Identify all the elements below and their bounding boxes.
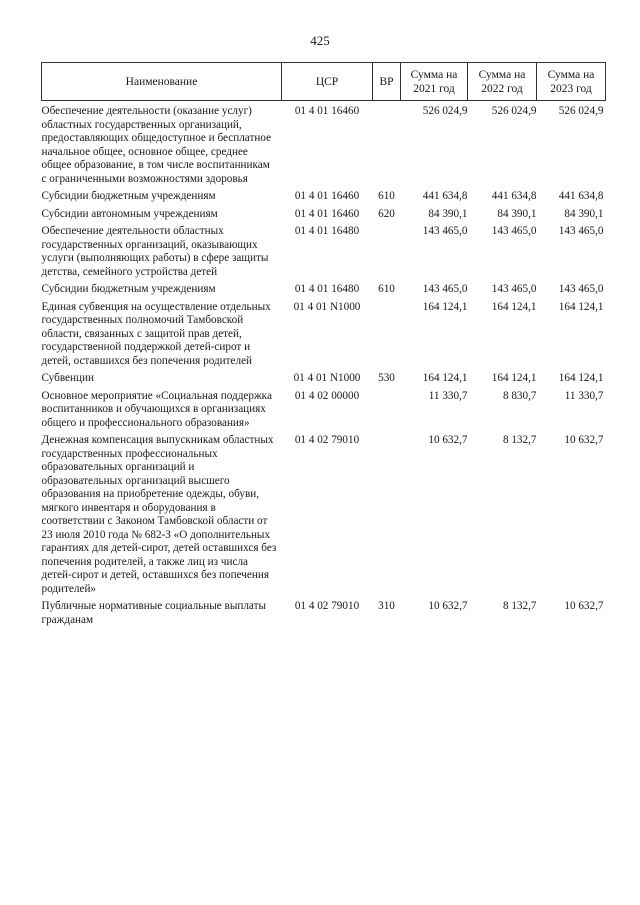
- table-row: [42, 301, 606, 373]
- row-vr: 310: [378, 600, 395, 612]
- table-row: [42, 390, 606, 435]
- row-vr: [373, 434, 401, 600]
- row-csr: 01 4 02 00000: [294, 389, 360, 402]
- row-vr: [373, 301, 401, 373]
- row-vr: [373, 225, 401, 283]
- row-name: Субсидии бюджетным учреждениям: [41, 283, 216, 295]
- row-sum-2022: 164 124,1: [491, 372, 537, 384]
- table-row: [42, 101, 606, 191]
- table-row: [42, 372, 606, 390]
- table-row: [42, 208, 606, 226]
- row-sum-2023: 164 124,1: [558, 372, 604, 384]
- row-vr: 610: [378, 283, 395, 295]
- row-sum-2021: 10 632,7: [428, 434, 468, 446]
- table-header: [42, 63, 606, 101]
- row-sum-2023: 143 465,0: [558, 283, 604, 295]
- row-sum-2021: 84 390,1: [428, 207, 468, 220]
- row-sum-2021: 10 632,7: [428, 600, 468, 612]
- row-sum-2023: 143 465,0: [558, 225, 604, 237]
- row-vr: 620: [378, 207, 395, 220]
- row-name: Единая субвенция на осуществление отдельных государственных полномочий Тамбовской области, связанных с защитой прав детей, государственной поддержкой детей-сирот и детей, оставшихся без попечения родителей: [41, 300, 271, 367]
- header-vr: ВР: [373, 63, 401, 101]
- row-sum-2023: 526 024,9: [558, 105, 604, 117]
- table-row: [42, 434, 606, 600]
- header-csr: ЦСР: [282, 63, 373, 101]
- row-name: Обеспечение деятельности областных государственных организаций, оказывающих услуги (выполняющих работы) в сфере защиты детства, семейного устройства детей: [41, 225, 269, 278]
- row-csr: 01 4 01 16460: [294, 190, 360, 202]
- row-sum-2022: 441 634,8: [491, 190, 537, 202]
- row-sum-2022: 526 024,9: [491, 105, 537, 117]
- row-sum-2023: 164 124,1: [558, 300, 604, 313]
- header-sum-2022: Сумма на 2022 год: [468, 63, 537, 101]
- row-vr: 530: [378, 372, 395, 384]
- row-sum-2021: 164 124,1: [422, 300, 468, 313]
- row-name: Субсидии автономным учреждениям: [41, 207, 218, 220]
- budget-table: [41, 62, 606, 631]
- row-csr: 01 4 02 79010: [294, 434, 360, 446]
- table-row: [42, 600, 606, 631]
- header-sum-2023: Сумма на 2023 год: [537, 63, 606, 101]
- row-sum-2022: 143 465,0: [491, 283, 537, 295]
- row-csr: 01 4 01 16480: [294, 283, 360, 295]
- row-sum-2023: 11 330,7: [564, 389, 604, 402]
- row-name: Субвенции: [41, 372, 94, 384]
- header-sum-2021: Сумма на 2021 год: [401, 63, 468, 101]
- table-row: [42, 190, 606, 208]
- row-sum-2021: 143 465,0: [422, 225, 468, 237]
- row-sum-2021: 143 465,0: [422, 283, 468, 295]
- table-row: [42, 225, 606, 283]
- row-sum-2021: 164 124,1: [422, 372, 468, 384]
- row-sum-2023: 10 632,7: [564, 434, 604, 446]
- row-vr: [373, 390, 401, 435]
- row-name: Обеспечение деятельности (оказание услуг) областных государственных организаций, предоставляющих общедоступное и бесплатное начальное общее, основное общее, среднее общее образование, в том числе воспитанникам с ограниченными возможностями здоровья: [41, 105, 272, 185]
- row-sum-2022: 164 124,1: [491, 300, 537, 313]
- row-name: Денежная компенсация выпускникам областных государственных профессиональных образовательных организаций и образовательных организаций высшего образования на приобретение одежды, обуви, мягкого инвентаря и оборудования в соответствии с Законом Тамбовской области от 23 июля 2010 года № 682-З «О дополнительных гарантиях для детей-сирот, детей оставшихся без попечения родителей, а также лиц из числа детей-сирот и детей, оставшихся без попечения родителей»: [41, 434, 277, 595]
- row-sum-2022: 84 390,1: [497, 207, 537, 220]
- row-vr: [373, 101, 401, 191]
- header-name: Наименование: [42, 63, 282, 101]
- row-name: Основное мероприятие «Социальная поддержка воспитанников и обучающихся в организациях общего и профессионального образования»: [41, 389, 272, 429]
- row-sum-2022: 8 830,7: [502, 389, 537, 402]
- row-csr: 01 4 01 16460: [294, 105, 360, 117]
- row-name: Субсидии бюджетным учреждениям: [41, 190, 216, 202]
- row-csr: 01 4 01 16460: [294, 207, 360, 220]
- row-csr: 01 4 01 N1000: [293, 300, 361, 313]
- row-sum-2023: 441 634,8: [558, 190, 604, 202]
- row-sum-2022: 143 465,0: [491, 225, 537, 237]
- page-number: 425: [310, 33, 330, 48]
- row-sum-2021: 441 634,8: [422, 190, 468, 202]
- row-vr: 610: [378, 190, 395, 202]
- row-sum-2021: 526 024,9: [422, 105, 468, 117]
- row-csr: 01 4 01 N1000: [293, 372, 361, 384]
- row-sum-2023: 84 390,1: [564, 207, 604, 220]
- budget-table-container: [41, 62, 605, 631]
- row-sum-2023: 10 632,7: [564, 600, 604, 612]
- row-csr: 01 4 02 79010: [294, 600, 360, 612]
- table-row: [42, 283, 606, 301]
- row-sum-2021: 11 330,7: [428, 389, 468, 402]
- row-sum-2022: 8 132,7: [502, 434, 537, 446]
- row-csr: 01 4 01 16480: [294, 225, 360, 237]
- row-sum-2022: 8 132,7: [502, 600, 537, 612]
- row-name: Публичные нормативные социальные выплаты гражданам: [41, 600, 267, 626]
- table-body: [42, 101, 606, 632]
